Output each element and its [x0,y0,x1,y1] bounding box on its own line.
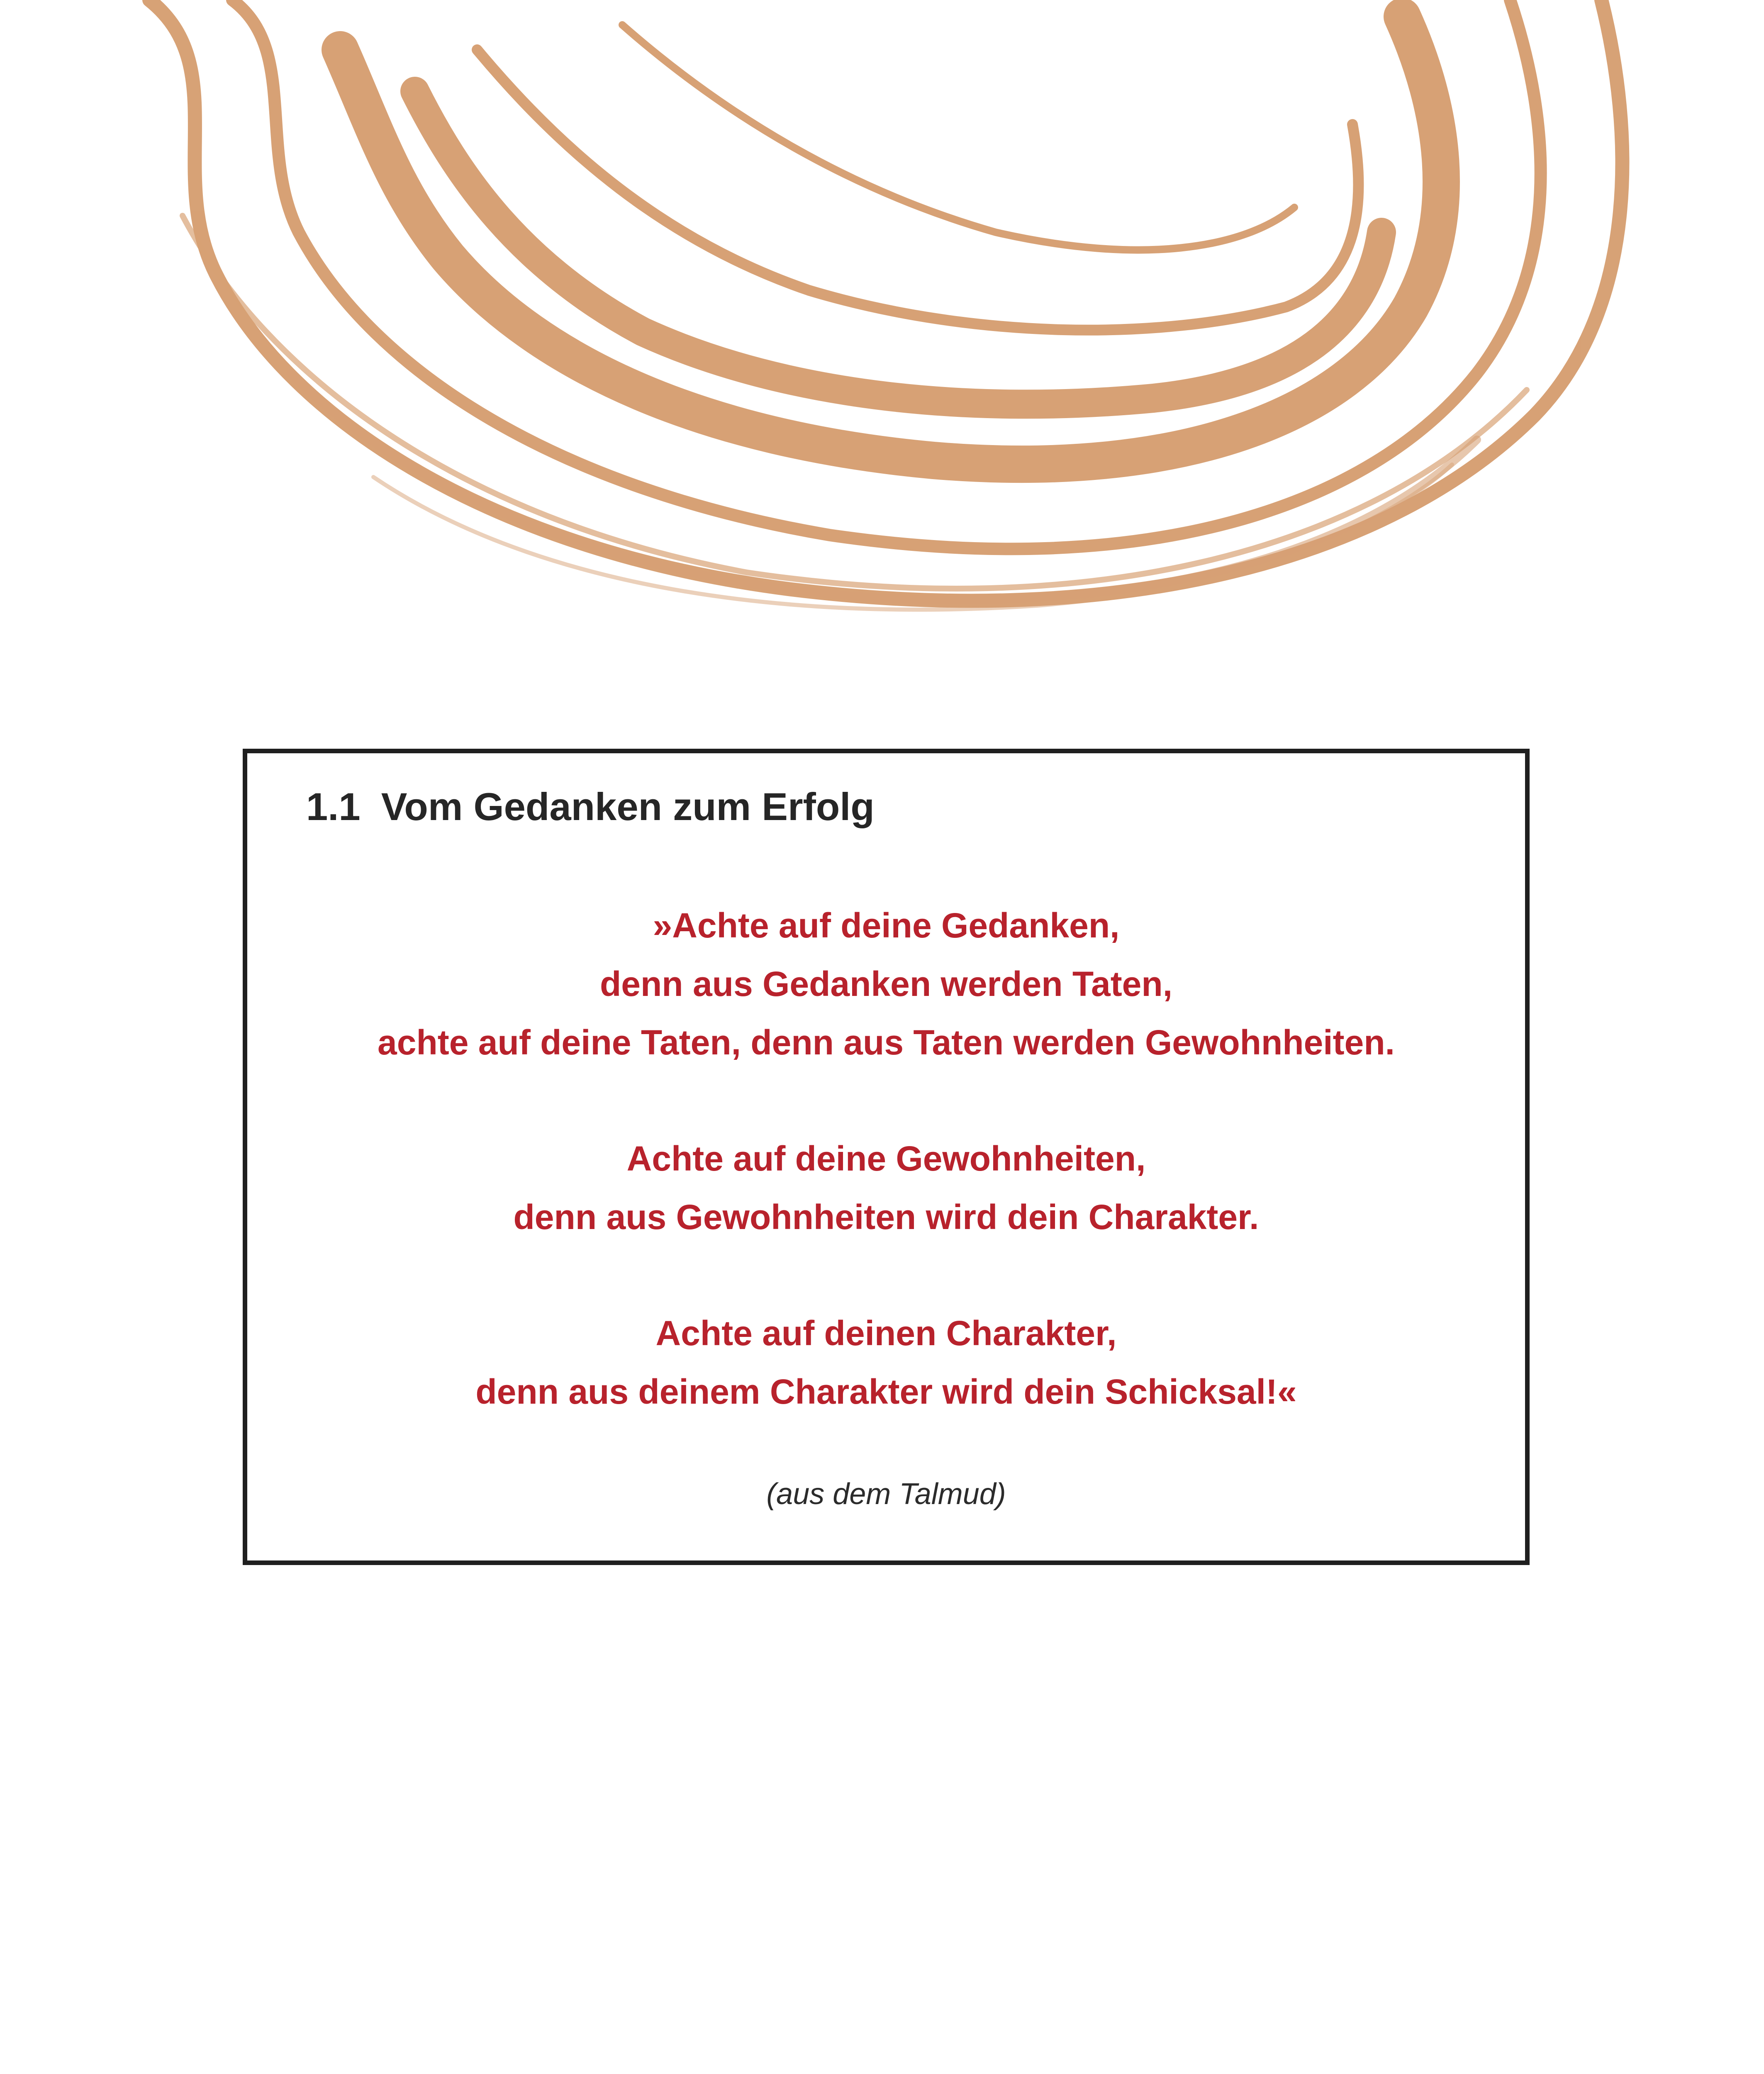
quote-box [243,749,1530,1565]
quote-stanza [247,896,1525,1072]
quote-line: denn aus Gedanken werden Taten, [599,964,1173,1003]
quote-line: denn aus deinem Charakter wird dein Schicksal!« [475,1372,1297,1411]
quote-stanza [247,1130,1525,1246]
copper-brush-strokes-decoration [0,0,1764,647]
quote-line: denn aus Gewohnheiten wird dein Charakter. [513,1198,1259,1237]
quote-source: (aus dem Talmud) [766,1478,1006,1511]
quote-line: achte auf deine Taten, denn aus Taten werden Gewohnheiten. [378,1023,1395,1062]
quote-line: »Achte auf deine Gedanken, [653,906,1120,945]
section-heading [306,784,875,829]
quote-stanza [247,1304,1525,1421]
section-title: Vom Gedanken zum Erfolg [381,785,875,828]
quote-line: Achte auf deine Gewohnheiten, [626,1139,1146,1178]
quote-line: Achte auf deinen Charakter, [655,1314,1117,1353]
section-number: 1.1 [306,785,361,828]
talmud-quote [247,896,1525,1421]
